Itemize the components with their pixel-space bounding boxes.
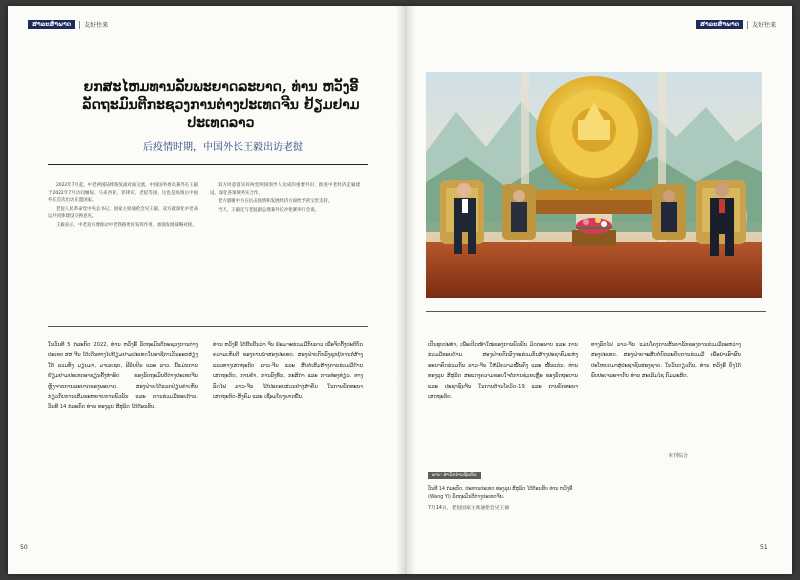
- paragraph: ເປັນຮູບປະທຳ, ເພື່ອເປີດໜ້າໃໝ່ຂອງການພົວພັນ ມິດຕະພາບ ແລະ ການຮ່ວມມືຮອບດ້ານ. ສອງຝ່າຍຕົກລົງຈະຮ່ວມກັນສ້າງປະຊາຄົມແຫ່ງອະນາຄົດຮ່ວມກັນ ລາວ-ຈີນ ໃຫ້ມີຄວາມໝັ້ນຄົງ ແລະ ໝັ້ນແກ່ນ. ທ່ານ ທອງລຸນ ສີສຸລິດ ສະແດງຄວາມຂອບໃຈຕໍ່ການຊ່ວຍເຫຼືອ ຂອງລັດຖະບານ ແລະ ປະຊາຊົນຈີນ ໃນການຕ້ານໂຄວິດ-19 ແລະ ການພັດທະນາເສດຖະກິດ.: [428, 342, 578, 401]
- paragraph: ໃນວັນທີ 5 ກໍລະກົດ 2022, ທ່ານ ຫວັງອີ້ ລັດຖະມົນຕີກະຊວງການຕ່າງປະເທດ ສສ ຈີນ ໄດ້ເດີນທາງໄປຢ້ຽມຢາມປະເທດໃນອາຊີຕາເວັນອອກສ່ຽງໃຕ້ ລວມທັງ ມຽນມາ, ມາເລເຊຍ, ຟີລິບປິນ ແລະ ລາວ. ນີ້ແມ່ນການຢ້ຽມຢາມປະເທດອາຊຽນຄັ້ງທຳອິດ ຂອງລັດຖະມົນຕີຕ່າງປະເທດຈີນ ຫຼັງຈາກການລະບາດຂອງພະຍາດ. ສອງຝ່າຍໄດ້ແລກປ່ຽນຄຳເຫັນ ກ່ຽວກັບການເສີມຂະຫຍາຍການພົວພັນ ແລະ ການຮ່ວມມືຮອບດ້ານ. ວັນທີ 14 ກໍລະກົດ ທ່ານ ທອງລຸນ ສີສຸລິດ ໄດ້ຕ້ອນຮັບ.: [48, 342, 198, 411]
- page-gutter: [396, 6, 416, 574]
- chinese-column-2: [210, 182, 360, 215]
- paragraph: 双方同意落实好两党两国领导人达成的重要共识，推进中老经济走廊建设，深化各领域务实合作。: [210, 183, 360, 196]
- meeting-photo-illustration: [426, 72, 762, 298]
- header-left: [28, 20, 108, 29]
- paragraph: 老挝人民革命党中央总书记、国家主席通伦会见王毅，双方就深化中老命运共同体建设交换意见。: [48, 206, 198, 220]
- header-separator: [79, 21, 80, 29]
- caption-text-lao: ວັນທີ 14 ກໍລະກົດ, ປະທານປະເທດ ທອງລຸນ ສີສຸລິດ ໄດ້ຕ້ອນຮັບ ທ່ານ ຫວັງອີ້ (Wang Yi) ລັດຖະມົນຕີຕ່າງປະເທດຈີນ.: [428, 487, 573, 500]
- title-rule: [48, 164, 368, 165]
- header-separator: [747, 21, 748, 29]
- lao-column-1: [48, 340, 198, 413]
- meeting-photo: [426, 72, 762, 298]
- paragraph: 老方感谢中方在抗击疫情和发展经济方面给予的宝贵支持。: [218, 199, 333, 205]
- article-title-chinese: 后疫情时期，中国外长王毅出访老挝: [143, 142, 303, 153]
- header-right: [696, 20, 776, 29]
- caption-label: ພາບ: ສຳນັກຂ່າວຊິນຫົວ: [428, 472, 481, 479]
- paragraph: 2022年7月起，中老两国陆续恢复面对面交流，中国国务委员兼外长王毅于2022年7月访问缅甸、马来西亚、菲律宾、老挝等国，这也是疫情后中国外长首次出访东盟国家。: [48, 183, 198, 204]
- section-name: 友好往来: [84, 22, 109, 29]
- page-number-left: 50: [20, 544, 28, 551]
- title-line-1: ຍກສະໄຫມທານລັບພະຍາດລະບາດ, ທ່ານ ຫວັງອີ້: [83, 79, 359, 95]
- section-rule-left: [48, 326, 368, 327]
- magazine-brand: ສາລະສຳພາດ: [696, 20, 743, 29]
- article-title-lao: [66, 78, 376, 132]
- photo-caption: [428, 461, 578, 511]
- lao-column-3: [428, 340, 578, 402]
- paragraph: 当天，王毅还与老挝副总理兼外长沙伦赛举行会谈。: [218, 207, 319, 213]
- lao-column-2: [213, 340, 363, 402]
- caption-text-chinese: 7月14日，老挝国家主席通伦会见王毅: [428, 506, 510, 511]
- magazine-spread: [8, 6, 792, 574]
- article-source: 本刊综合: [668, 453, 689, 459]
- paragraph: 王毅表示，中老双方要推动中老铁路更好发挥作用，加强发展战略对接。: [56, 222, 197, 228]
- lao-column-4: [591, 340, 741, 382]
- magazine-brand: ສາລະສຳພາດ: [28, 20, 75, 29]
- page-number-right: 51: [760, 544, 768, 551]
- paragraph: ທ່ານ ຫວັງອີ້ ໄດ້ຢືນຢັນວ່າ ຈີນ ພ້ອມຈະຮ່ວມມືກັບລາວ ເພື່ອຈັດຕັ້ງປະຕິບັດຄວາມເຫັນດີ ຂອງການນຳສອງປະເທດ. ສອງຝ່າຍຕົກລົງຊຸກຍູ້ການກໍ່ສ້າງແລວທາງເສດຖະກິດ ລາວ-ຈີນ ແລະ ສືບຕໍ່ເສີມສ້າງການຮ່ວມມືດ້ານເສດຖະກິດ, ການຄ້າ, ການລົງທຶນ, ກະສິກຳ ແລະ ການທ່ອງທ່ຽວ. ທາງລົດໄຟ ລາວ-ຈີນ ໄດ້ປະກອບສ່ວນຢ່າງສຳຄັນ ໃນການພັດທະນາເສດຖະກິດ-ສັງຄົມ ແລະ ເຊື່ອມໂຍງພາກພື້ນ.: [213, 342, 363, 401]
- title-line-2: ລັດຖະມົນຕີກະຊວງການຕ່າງປະເທດຈີນ ຢ້ຽມຢາມປະເທດລາວ: [82, 97, 360, 131]
- chinese-column-1: [48, 182, 198, 231]
- section-name: 友好往来: [752, 22, 777, 29]
- section-rule-right: [426, 311, 766, 312]
- paragraph: ທາງລົດໄຟ ລາວ-ຈີນ ແມ່ນໂຄງການສັນຍາລັກຂອງການຮ່ວມມືລະຫວ່າງສອງປະເທດ. ສອງຝ່າຍຈະສືບຕໍ່ຍົກລະດັບການຮ່ວມມື ເພື່ອນຳເອົາຜົນປະໂຫຍດມາສູ່ປະຊາຊົນສອງຊາດ. ໃນວັນດຽວກັນ, ທ່ານ ຫວັງອີ້ ຍັງໄດ້ພົບປະເຈລະຈາກັບ ທ່ານ ສະເລີມໄຊ ກົມມະສິດ.: [591, 342, 741, 380]
